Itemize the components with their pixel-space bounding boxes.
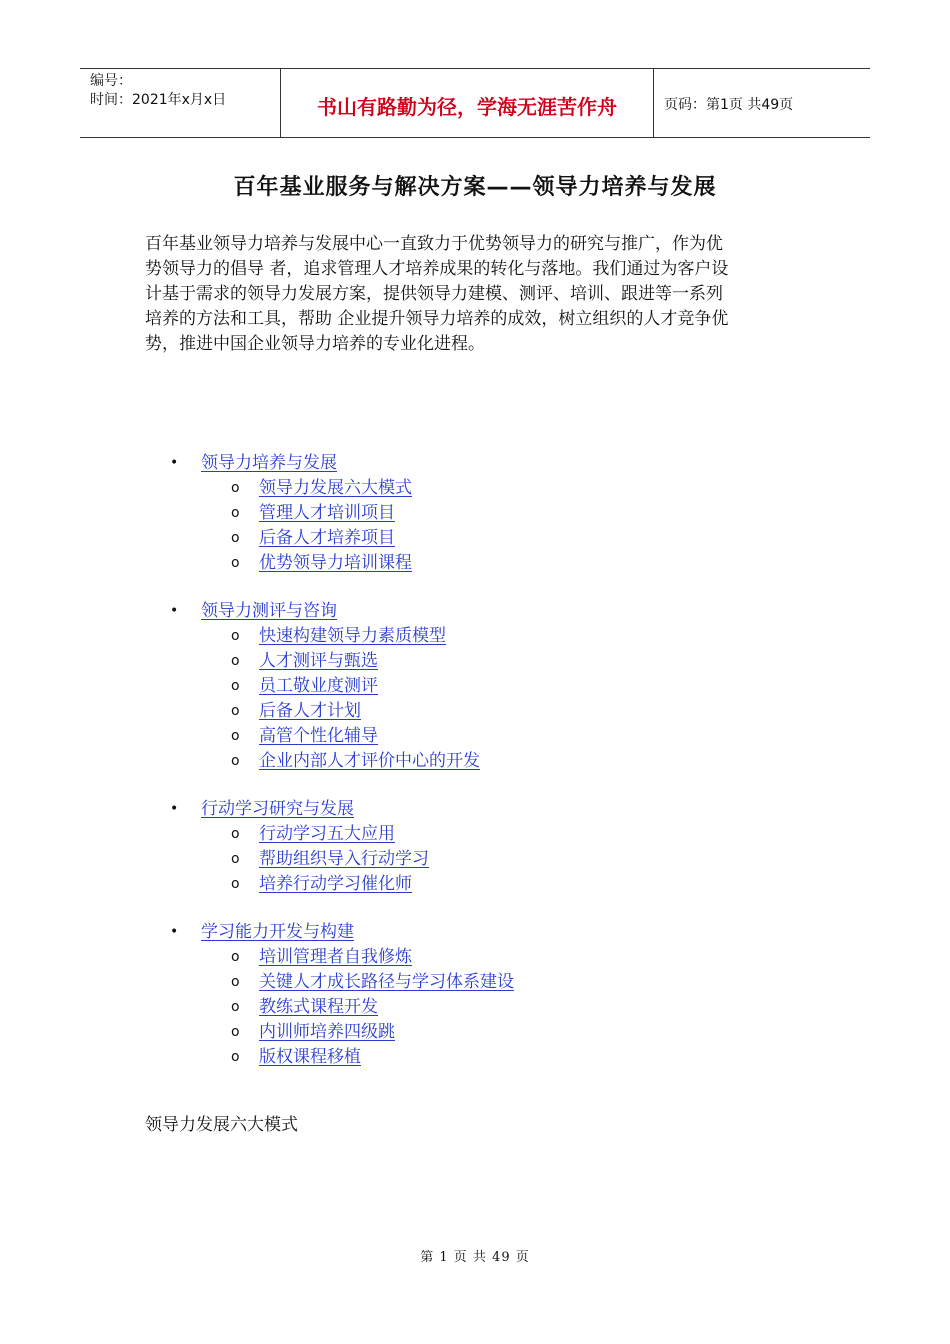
circle-bullet-icon: o [231,728,240,744]
section-learning-capability [170,920,850,1070]
sub-item-link[interactable]: 后备人才计划 [259,701,361,721]
header-page-info: 页码：第1页 共49页 [664,97,794,113]
sub-item-link[interactable]: 企业内部人才评价中心的开发 [259,751,480,771]
section-link[interactable]: 领导力测评与咨询 [201,601,337,621]
intro-line: 势，推进中国企业领导力培养的专业化进程。 [145,334,485,354]
sub-item-link[interactable]: 快速构建领导力素质模型 [259,626,446,646]
page-title: 百年基业服务与解决方案——领导力培养与发展 [233,175,717,200]
circle-bullet-icon: o [231,555,240,571]
circle-bullet-icon: o [231,628,240,644]
intro-line: 百年基业领导力培养与发展中心一直致力于优势领导力的研究与推广，作为优 [145,234,723,254]
intro-line: 势领导力的倡导 者，追求管理人才培养成果的转化与落地。我们通过为客户设 [145,259,729,279]
sub-item-link[interactable]: 内训师培养四级跳 [259,1022,395,1042]
circle-bullet-icon: o [231,653,240,669]
bullet-icon: • [170,455,179,471]
sub-item-link[interactable]: 行动学习五大应用 [259,824,395,844]
sub-item-link[interactable]: 高管个性化辅导 [259,726,378,746]
circle-bullet-icon: o [231,753,240,769]
bullet-icon: • [170,924,179,940]
section-leadership-assessment [170,599,850,774]
circle-bullet-icon: o [231,480,240,496]
circle-bullet-icon: o [231,703,240,719]
date-label: 时间：2021年x月x日 [90,92,227,108]
page-footer: 第 1 页 共 49 页 [420,1250,530,1265]
intro-line: 培养的方法和工具，帮助 企业提升领导力培养的成效，树立组织的人才竞争优 [145,309,729,329]
circle-bullet-icon: o [231,1024,240,1040]
sub-item-link[interactable]: 人才测评与甄选 [259,651,378,671]
sub-item-link[interactable]: 培训管理者自我修炼 [259,947,412,967]
circle-bullet-icon: o [231,851,240,867]
header-motto: 书山有路勤为径，学海无涯苦作舟 [281,69,654,137]
intro-line: 计基于需求的领导力发展方案，提供领导力建模、测评、培训、跟进等一系列 [145,284,723,304]
sub-item-link[interactable]: 教练式课程开发 [259,997,378,1017]
circle-bullet-icon: o [231,530,240,546]
circle-bullet-icon: o [231,1049,240,1065]
sub-item-link[interactable]: 帮助组织导入行动学习 [259,849,429,869]
sub-item-link[interactable]: 培养行动学习催化师 [259,874,412,894]
section-link[interactable]: 行动学习研究与发展 [201,799,354,819]
circle-bullet-icon: o [231,505,240,521]
section-action-learning [170,797,850,897]
header-meta [80,69,281,137]
intro-paragraph [145,232,810,357]
circle-bullet-icon: o [231,974,240,990]
sub-item-link[interactable]: 管理人才培训项目 [259,503,395,523]
section-link[interactable]: 学习能力开发与构建 [201,922,354,942]
section-link[interactable]: 领导力培养与发展 [201,453,337,473]
circle-bullet-icon: o [231,999,240,1015]
sub-item-link[interactable]: 优势领导力培训课程 [259,553,412,573]
service-outline [170,451,850,1093]
sub-item-link[interactable]: 关键人才成长路径与学习体系建设 [259,972,514,992]
sub-item-link[interactable]: 版权课程移植 [259,1047,361,1067]
sub-item-link[interactable]: 后备人才培养项目 [259,528,395,548]
bullet-icon: • [170,603,179,619]
closing-heading: 领导力发展六大模式 [145,1115,298,1135]
bullet-icon: • [170,801,179,817]
circle-bullet-icon: o [231,949,240,965]
serial-number-label: 编号： [90,73,132,89]
circle-bullet-icon: o [231,876,240,892]
section-leadership-development [170,451,850,576]
sub-item-link[interactable]: 员工敬业度测评 [259,676,378,696]
circle-bullet-icon: o [231,678,240,694]
circle-bullet-icon: o [231,826,240,842]
document-header [80,68,870,138]
sub-item-link[interactable]: 领导力发展六大模式 [259,478,412,498]
